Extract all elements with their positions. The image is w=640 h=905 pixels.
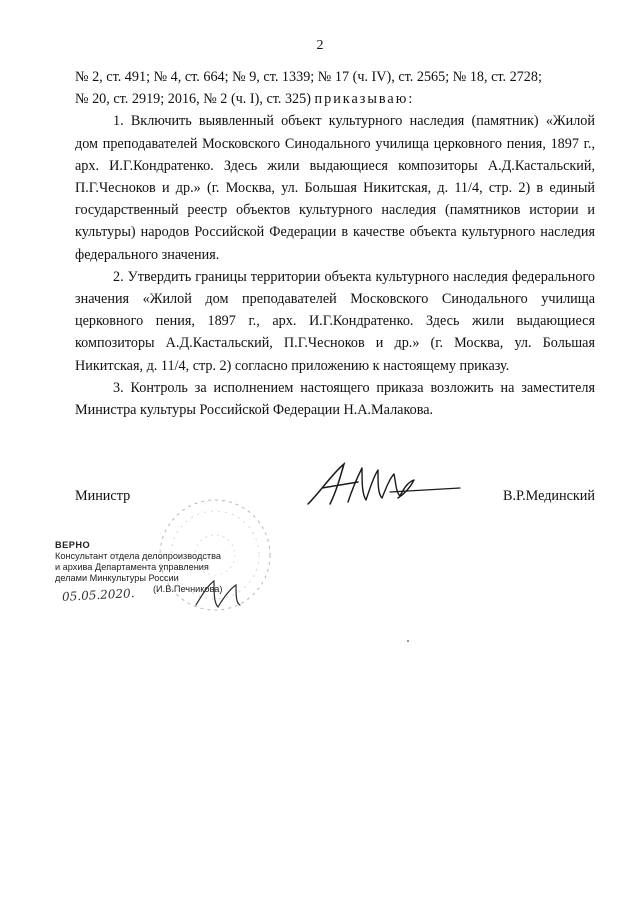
- scan-speck: [407, 640, 409, 642]
- signature-block: [75, 488, 595, 518]
- order-item-1: 1. Включить выявленный объект культурного наследия (памятник) «Жилой дом преподавателей Московского Синодального училища церковного пения, 1897 г., арх. И.Г.Кондратенко. Здесь жили выдающиеся композиторы А.Д.Кастальский, П.Г.Чесноков и др.» (г. Москва, ул. Большая Никитская, д. 11/4, стр. 2) в единый государственный реестр объектов культурного наследия (памятников истории и культуры) народов Российской Федерации в качестве объекта культурного наследия федерального значения.: [75, 113, 595, 263]
- order-item-3: 3. Контроль за исполнением настоящего приказа возложить на заместителя Министра культуры Российской Федерации Н.А.Малакова.: [75, 379, 595, 419]
- legal-references-line-1: № 2, ст. 491; № 4, ст. 664; № 9, ст. 1339; № 17 (ч. IV), ст. 2565; № 18, ст. 2728;: [75, 69, 542, 85]
- legal-references-end: № 20, ст. 2919; 2016, № 2 (ч. I), ст. 325): [75, 91, 315, 108]
- minister-title: Министр: [75, 488, 131, 504]
- order-item-2: 2. Утвердить границы территории объекта культурного наследия федерального значения «Жилой дом преподавателей Московского Синодального училища церковного пения, 1897 г., арх. И.Г.Кондратенко. Здесь жили выдающиеся композиторы А.Д.Кастальский, П.Г.Чесноков и др.» (г. Москва, ул. Большая Никитская, д. 11/4, стр. 2) согласно приложению к настоящему приказу.: [75, 268, 595, 374]
- certification-signature: [190, 575, 260, 615]
- page-number: 2: [316, 38, 324, 53]
- certification-line-1: Консультант отдела делопроизводства: [55, 551, 222, 561]
- order-word: приказываю:: [314, 91, 415, 108]
- legal-references-line-2: [75, 88, 595, 110]
- certification-signer: (И.В.Печникова): [153, 584, 223, 594]
- certification-line-2: и архива Департамента управления: [55, 562, 209, 572]
- certification-label: ВЕРНО: [55, 540, 91, 550]
- certification-date: 05.05.2020.: [61, 586, 135, 604]
- order-body: [75, 66, 595, 421]
- minister-name: В.Р.Мединский: [503, 488, 595, 504]
- certification-line-3: делами Минкультуры России: [55, 573, 179, 583]
